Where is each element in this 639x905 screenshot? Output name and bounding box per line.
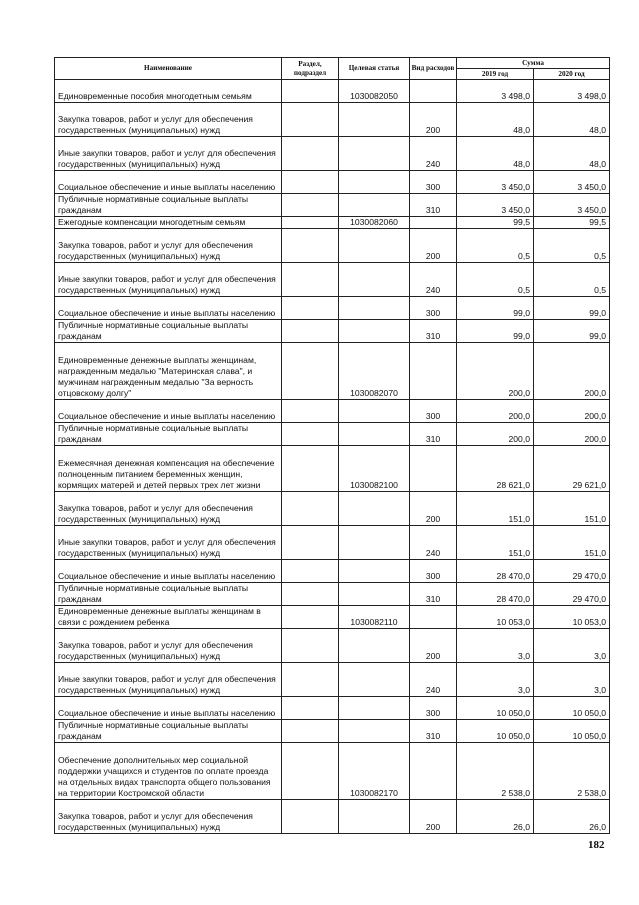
cell-2020: 151,0: [534, 526, 610, 560]
cell-kind: 300: [410, 297, 457, 320]
cell-2019: 151,0: [457, 526, 534, 560]
cell-target: [339, 171, 410, 194]
cell-section: [282, 697, 339, 720]
cell-target: [339, 103, 410, 137]
cell-2019: 28 470,0: [457, 560, 534, 583]
table-row: [55, 629, 610, 663]
cell-2019: 28 470,0: [457, 583, 534, 606]
table-row: [55, 800, 610, 834]
cell-2020: 99,0: [534, 297, 610, 320]
cell-section: [282, 194, 339, 217]
cell-section: [282, 526, 339, 560]
cell-name: Публичные нормативные социальные выплаты гражданам: [55, 423, 282, 446]
cell-name: Ежемесячная денежная компенсация на обеспечение полноценным питанием беременных женщин, кормящих матерей и детей первых трех лет жизни: [55, 446, 282, 492]
header-target: Целевая статья: [339, 58, 410, 80]
cell-name: Социальное обеспечение и иные выплаты населению: [55, 697, 282, 720]
table-row: [55, 297, 610, 320]
cell-kind: 310: [410, 583, 457, 606]
table-row: [55, 229, 610, 263]
cell-2020: 48,0: [534, 103, 610, 137]
cell-section: [282, 137, 339, 171]
cell-kind: 240: [410, 263, 457, 297]
cell-section: [282, 103, 339, 137]
cell-section: [282, 343, 339, 400]
table-row: [55, 560, 610, 583]
cell-2020: 10 053,0: [534, 606, 610, 629]
cell-section: [282, 229, 339, 263]
cell-section: [282, 492, 339, 526]
header-sum: Сумма: [457, 58, 610, 69]
cell-section: [282, 606, 339, 629]
page-number: 182: [588, 839, 605, 851]
cell-section: [282, 583, 339, 606]
cell-2019: 99,5: [457, 217, 534, 229]
cell-2019: 3,0: [457, 663, 534, 697]
cell-kind: [410, 743, 457, 800]
cell-name: Иные закупки товаров, работ и услуг для обеспечения государственных (муниципальных) нужд: [55, 526, 282, 560]
cell-target: [339, 423, 410, 446]
cell-name: Закупка товаров, работ и услуг для обеспечения государственных (муниципальных) нужд: [55, 229, 282, 263]
cell-kind: 200: [410, 629, 457, 663]
cell-kind: [410, 217, 457, 229]
cell-2019: 10 050,0: [457, 697, 534, 720]
cell-2020: 10 050,0: [534, 720, 610, 743]
cell-kind: 310: [410, 320, 457, 343]
cell-2020: 3 498,0: [534, 80, 610, 103]
cell-section: [282, 217, 339, 229]
table-row: [55, 697, 610, 720]
cell-target: 1030082110: [339, 606, 410, 629]
cell-section: [282, 297, 339, 320]
cell-kind: 240: [410, 663, 457, 697]
cell-2020: 10 050,0: [534, 697, 610, 720]
cell-target: [339, 400, 410, 423]
cell-kind: 240: [410, 137, 457, 171]
table-row: [55, 194, 610, 217]
cell-target: [339, 629, 410, 663]
header-2019: 2019 год: [457, 69, 534, 80]
cell-2019: 48,0: [457, 103, 534, 137]
cell-kind: 200: [410, 800, 457, 834]
cell-target: [339, 697, 410, 720]
cell-section: [282, 446, 339, 492]
cell-2019: 99,0: [457, 320, 534, 343]
table-row: [55, 423, 610, 446]
cell-name: Закупка товаров, работ и услуг для обеспечения государственных (муниципальных) нужд: [55, 800, 282, 834]
cell-2019: 0,5: [457, 229, 534, 263]
cell-2019: 200,0: [457, 343, 534, 400]
cell-section: [282, 171, 339, 194]
table-body: [55, 80, 610, 834]
cell-2020: 0,5: [534, 263, 610, 297]
table-row: [55, 492, 610, 526]
cell-2019: 2 538,0: [457, 743, 534, 800]
cell-target: [339, 663, 410, 697]
cell-name: Публичные нормативные социальные выплаты гражданам: [55, 583, 282, 606]
cell-name: Социальное обеспечение и иные выплаты населению: [55, 400, 282, 423]
cell-kind: 200: [410, 103, 457, 137]
cell-target: 1030082050: [339, 80, 410, 103]
cell-2019: 200,0: [457, 423, 534, 446]
cell-2019: 151,0: [457, 492, 534, 526]
cell-2019: 3,0: [457, 629, 534, 663]
header-name: Наименование: [55, 58, 282, 80]
cell-2020: 29 470,0: [534, 583, 610, 606]
table-row: [55, 446, 610, 492]
cell-2019: 3 450,0: [457, 171, 534, 194]
cell-2019: 10 050,0: [457, 720, 534, 743]
table-row: [55, 400, 610, 423]
table-row: [55, 583, 610, 606]
cell-2020: 99,0: [534, 320, 610, 343]
cell-target: [339, 263, 410, 297]
cell-2020: 3 450,0: [534, 171, 610, 194]
cell-section: [282, 800, 339, 834]
table-row: [55, 343, 610, 400]
cell-kind: 300: [410, 560, 457, 583]
cell-2020: 3,0: [534, 663, 610, 697]
cell-kind: [410, 80, 457, 103]
cell-target: [339, 194, 410, 217]
cell-2019: 200,0: [457, 400, 534, 423]
cell-2020: 48,0: [534, 137, 610, 171]
cell-kind: 300: [410, 171, 457, 194]
cell-name: Иные закупки товаров, работ и услуг для обеспечения государственных (муниципальных) нужд: [55, 137, 282, 171]
table-row: [55, 743, 610, 800]
budget-table: [54, 57, 610, 834]
cell-target: 1030082100: [339, 446, 410, 492]
cell-name: Единовременные денежные выплаты женщинам, награжденным медалью "Материнская слава", и мужчинам награжденным медалью "За верность отцовскому долгу": [55, 343, 282, 400]
cell-name: Иные закупки товаров, работ и услуг для обеспечения государственных (муниципальных) нужд: [55, 263, 282, 297]
cell-target: [339, 320, 410, 343]
cell-target: 1030082060: [339, 217, 410, 229]
cell-2020: 29 470,0: [534, 560, 610, 583]
cell-target: 1030082170: [339, 743, 410, 800]
cell-kind: 200: [410, 229, 457, 263]
cell-2019: 28 621,0: [457, 446, 534, 492]
cell-name: Публичные нормативные социальные выплаты гражданам: [55, 194, 282, 217]
cell-2020: 99,5: [534, 217, 610, 229]
cell-section: [282, 423, 339, 446]
cell-2019: 3 498,0: [457, 80, 534, 103]
cell-target: [339, 800, 410, 834]
cell-target: 1030082070: [339, 343, 410, 400]
cell-name: Иные закупки товаров, работ и услуг для обеспечения государственных (муниципальных) нужд: [55, 663, 282, 697]
cell-2020: 151,0: [534, 492, 610, 526]
cell-2019: 26,0: [457, 800, 534, 834]
cell-2019: 10 053,0: [457, 606, 534, 629]
cell-name: Публичные нормативные социальные выплаты гражданам: [55, 720, 282, 743]
table-row: [55, 217, 610, 229]
table-row: [55, 320, 610, 343]
cell-name: Социальное обеспечение и иные выплаты населению: [55, 560, 282, 583]
cell-2020: 200,0: [534, 400, 610, 423]
cell-kind: 310: [410, 423, 457, 446]
cell-section: [282, 80, 339, 103]
header-section: Раздел, подраздел: [282, 58, 339, 80]
cell-kind: 300: [410, 400, 457, 423]
cell-name: Единовременные денежные выплаты женщинам в связи с рождением ребенка: [55, 606, 282, 629]
cell-2019: 3 450,0: [457, 194, 534, 217]
cell-section: [282, 720, 339, 743]
table-row: [55, 663, 610, 697]
cell-kind: 200: [410, 492, 457, 526]
table-row: [55, 263, 610, 297]
cell-target: [339, 137, 410, 171]
cell-name: Закупка товаров, работ и услуг для обеспечения государственных (муниципальных) нужд: [55, 629, 282, 663]
cell-name: Закупка товаров, работ и услуг для обеспечения государственных (муниципальных) нужд: [55, 492, 282, 526]
cell-section: [282, 743, 339, 800]
table-row: [55, 171, 610, 194]
cell-name: Обеспечение дополнительных мер социальной поддержки учащихся и студентов по оплате проезда на отдельных видах транспорта общего пользования на территории Костромской области: [55, 743, 282, 800]
cell-name: Публичные нормативные социальные выплаты гражданам: [55, 320, 282, 343]
cell-2019: 0,5: [457, 263, 534, 297]
cell-section: [282, 663, 339, 697]
cell-kind: 310: [410, 194, 457, 217]
table-row: [55, 80, 610, 103]
cell-target: [339, 297, 410, 320]
cell-2020: 26,0: [534, 800, 610, 834]
cell-target: [339, 720, 410, 743]
cell-kind: [410, 606, 457, 629]
table-row: [55, 606, 610, 629]
table-row: [55, 526, 610, 560]
cell-kind: [410, 343, 457, 400]
cell-section: [282, 560, 339, 583]
cell-name: Ежегодные компенсации многодетным семьям: [55, 217, 282, 229]
cell-name: Социальное обеспечение и иные выплаты населению: [55, 297, 282, 320]
cell-section: [282, 320, 339, 343]
cell-section: [282, 263, 339, 297]
cell-kind: [410, 446, 457, 492]
cell-2019: 48,0: [457, 137, 534, 171]
cell-2020: 3 450,0: [534, 194, 610, 217]
cell-2019: 99,0: [457, 297, 534, 320]
cell-2020: 3,0: [534, 629, 610, 663]
cell-2020: 0,5: [534, 229, 610, 263]
cell-name: Единовременные пособия многодетным семьям: [55, 80, 282, 103]
cell-kind: 310: [410, 720, 457, 743]
table-row: [55, 720, 610, 743]
table-row: [55, 103, 610, 137]
cell-section: [282, 400, 339, 423]
header-2020: 2020 год: [534, 69, 610, 80]
cell-2020: 200,0: [534, 423, 610, 446]
cell-name: Закупка товаров, работ и услуг для обеспечения государственных (муниципальных) нужд: [55, 103, 282, 137]
cell-target: [339, 229, 410, 263]
cell-section: [282, 629, 339, 663]
cell-2020: 29 621,0: [534, 446, 610, 492]
table-row: [55, 137, 610, 171]
cell-target: [339, 492, 410, 526]
cell-kind: 300: [410, 697, 457, 720]
header-kind: Вид расходов: [410, 58, 457, 80]
cell-2020: 2 538,0: [534, 743, 610, 800]
cell-target: [339, 526, 410, 560]
cell-kind: 240: [410, 526, 457, 560]
table-header: [55, 58, 610, 80]
cell-target: [339, 583, 410, 606]
cell-target: [339, 560, 410, 583]
cell-name: Социальное обеспечение и иные выплаты населению: [55, 171, 282, 194]
cell-2020: 200,0: [534, 343, 610, 400]
